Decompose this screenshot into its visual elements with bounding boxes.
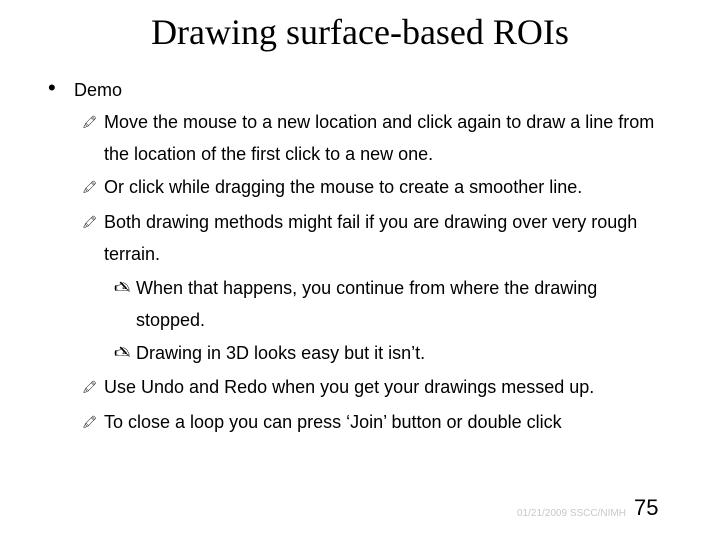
footer-date-source: 01/21/2009 SSCC/NIMH	[517, 508, 626, 519]
list-item-text: Both drawing methods might fail if you are drawing over very rough terrain.	[104, 212, 638, 264]
arrow-bullet-icon: 🖎	[114, 345, 131, 361]
arrow-bullet-icon: 🖎	[114, 280, 131, 296]
pencil-bullet-icon: 🖍	[82, 180, 98, 194]
list-item-text: Use Undo and Redo when you get your drawings messed up.	[104, 377, 595, 397]
bullet-label: Demo	[74, 80, 123, 100]
sub-item-text: When that happens, you continue from where the drawing stopped.	[136, 278, 598, 330]
pencil-bullet-icon: 🖍	[82, 115, 98, 129]
list-item-text: Move the mouse to a new location and click again to draw a line from the location of the first click to a new one.	[104, 112, 655, 164]
list-item-text: To close a loop you can press ‘Join’ button or double click	[104, 412, 562, 432]
list-item-text: Or click while dragging the mouse to create a smoother line.	[104, 177, 583, 197]
pencil-bullet-icon: 🖍	[82, 380, 98, 394]
sub-item-text: Drawing in 3D looks easy but it isn’t.	[136, 343, 426, 363]
pencil-bullet-icon: 🖍	[82, 415, 98, 429]
slide-title: Drawing surface-based ROIs	[151, 12, 569, 52]
pencil-bullet-icon: 🖍	[82, 215, 98, 229]
page-number: 75	[634, 495, 659, 520]
bullet-dot-icon: •	[48, 75, 56, 100]
